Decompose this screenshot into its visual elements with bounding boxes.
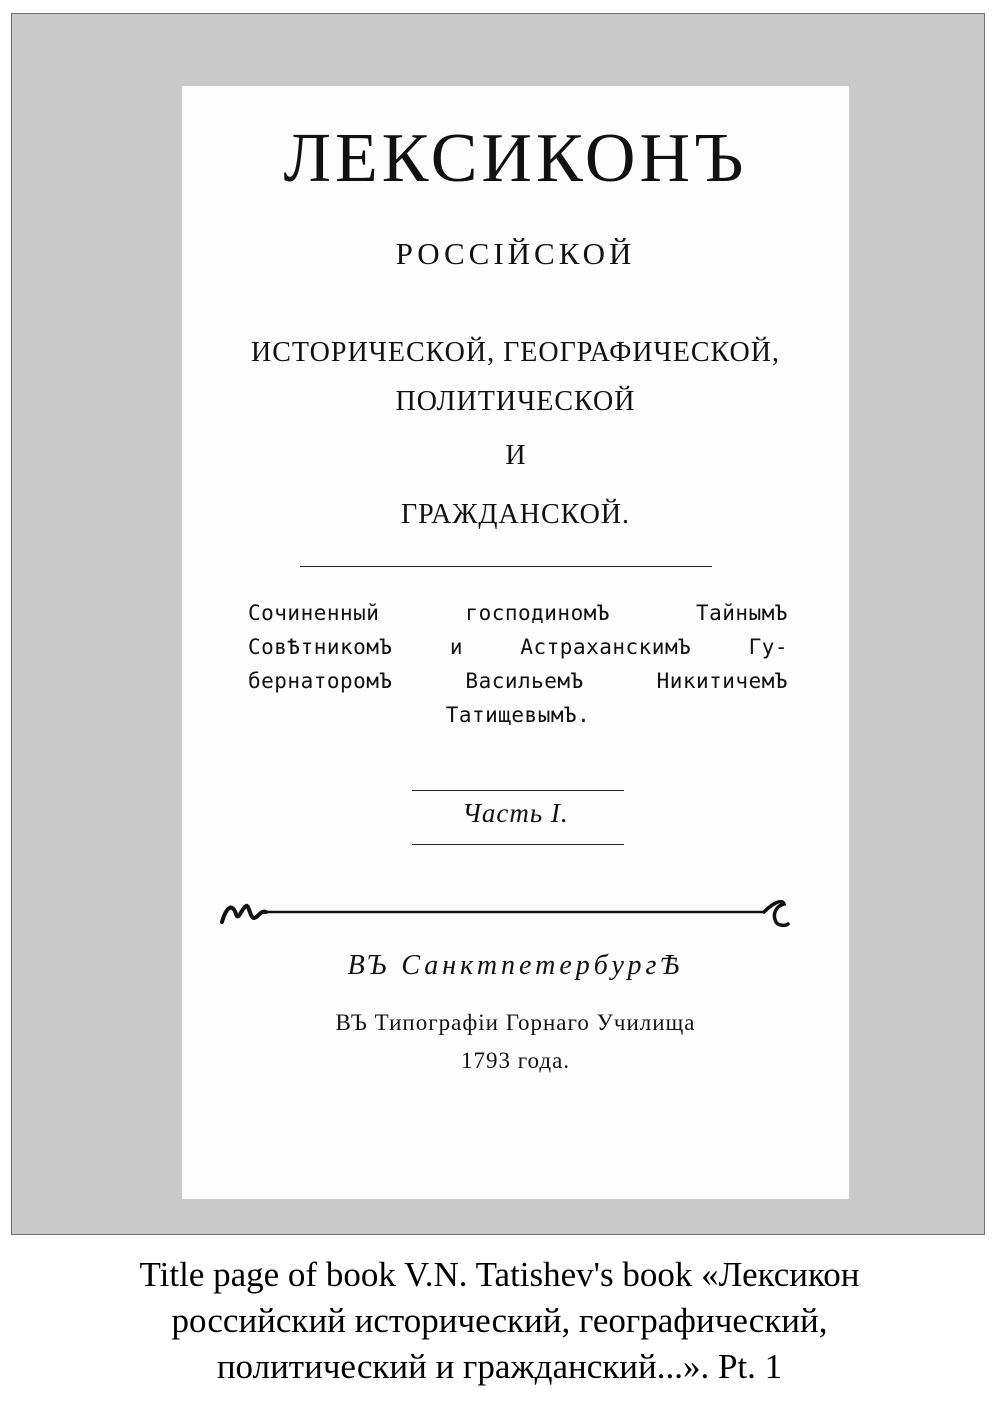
caption-line: Title page of book V.N. Tatishev's book «Лексикон [139,1255,860,1294]
city-line: ВЪ СанктпетербургѢ [347,950,684,981]
author-line: СовѢтникомЪ и АстраханскимЪ Гу- [248,635,788,659]
subtitle-line-2: ИСТОРИЧЕСКОЙ, ГЕОГРАФИЧЕСКОЙ, [251,337,780,368]
gray-frame [11,13,985,1235]
book-title: ЛЕКСИКОНЪ [283,120,748,197]
part-label: Часть I. [462,798,569,828]
subtitle-line-5: ГРАЖДАНСКОЙ. [400,499,631,530]
figure-caption [0,1252,999,1390]
author-block [248,596,788,732]
year-line: 1793 года. [460,1048,571,1073]
divider-rule [300,566,712,567]
caption-line: российский исторический, географический, [171,1301,828,1340]
author-line: ТатищевымЪ. [445,703,591,727]
part-rule-top [412,790,624,791]
title-page [182,86,849,1199]
press-line: ВЪ Типографіи Горнаго Училища [335,1010,696,1035]
author-line: бернаторомЪ ВасильемЪ НикитичемЪ [248,669,788,693]
subtitle-line-1: РОССІЙСКОЙ [395,236,636,271]
subtitle-line-4: И [505,440,526,471]
caption-line: политический и гражданский...». Pt. 1 [216,1347,783,1386]
flourish-ornament [216,894,796,930]
author-line: Сочиненный господиномЪ ТайнымЪ [248,601,788,625]
subtitle-line-3: ПОЛИТИЧЕСКОЙ [395,386,636,417]
part-rule-bottom [412,844,624,845]
